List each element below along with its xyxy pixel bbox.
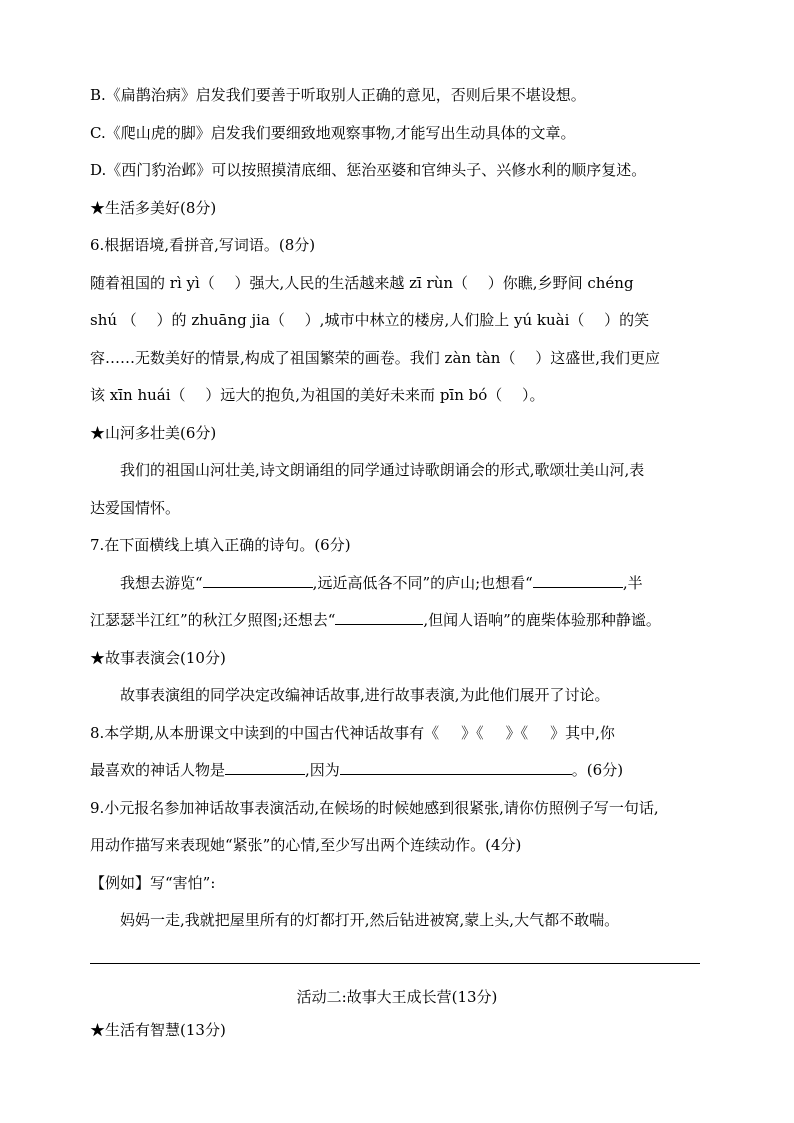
question-6-title: 6.根据语境,看拼音,写词语。(8分) xyxy=(90,236,316,254)
question-6-line-3: 容……无数美好的情景,构成了祖国繁荣的画卷。我们 zàn tàn（ ）这盛世,我们更应 xyxy=(90,348,660,367)
question-6-line-4: 该 xīn huái（ ）远大的抱负,为祖国的美好未来而 pīn bó（ ）。 xyxy=(90,386,545,404)
question-8-line-1: 8.本学期,从本册课文中读到的中国古代神话故事有《 》《 》《 》其中,你 xyxy=(90,723,615,742)
intro-7-line-2: 达爱国情怀。 xyxy=(90,498,181,517)
question-8-line-2: 最喜欢的神话人物是 ,因为 。(6分) xyxy=(90,761,624,779)
favorite-character-blank[interactable] xyxy=(225,759,305,775)
poem-blank-3[interactable] xyxy=(335,609,423,625)
reason-blank[interactable] xyxy=(340,759,572,775)
activity-2-title: 活动二:故事大王成长营(13分) xyxy=(296,988,498,1006)
section-heading-story: ★故事表演会(10分) xyxy=(90,648,226,667)
option-b: B.《扁鹊治病》启发我们要善于听取别人正确的意见，否则后果不堪设想。 xyxy=(90,86,586,104)
question-7-line-2: 江瑟瑟半江红”的秋江夕照图;还想去“ ,但闻人语响”的鹿柴体验那种静谧。 xyxy=(90,611,661,629)
section-heading-life: ★生活多美好(8分) xyxy=(90,198,217,217)
option-d: D.《西门豹治邺》可以按照摸清底细、惩治巫婆和官绅头子、兴修水利的顺序复述。 xyxy=(90,161,647,179)
question-7-line-1: 我想去游览“ ,远近高低各不同”的庐山;也想看“ ,半 xyxy=(120,573,643,592)
question-6-line-1: 随着祖国的 rì yì（ ）强大,人民的生活越来越 zī rùn（ ）你瞧,乡野间 chéng xyxy=(90,273,634,292)
worksheet-body xyxy=(90,82,702,945)
example-label: 【例如】写“害怕”: xyxy=(90,873,216,892)
option-c: C.《爬山虎的脚》启发我们要细致地观察事物,才能写出生动具体的文章。 xyxy=(90,123,576,142)
section-heading-mountain: ★山河多壮美(6分) xyxy=(90,423,217,442)
question-9-line-1: 9.小元报名参加神话故事表演活动,在候场的时候她感到很紧张,请你仿照例子写一句话, xyxy=(90,798,659,817)
question-9-line-2: 用动作描写来表现她“紧张”的心情,至少写出两个连续动作。(4分) xyxy=(90,836,522,854)
example-text: 妈妈一走,我就把屋里所有的灯都打开,然后钻进被窝,蒙上头,大气都不敢喘。 xyxy=(120,911,620,929)
question-6-line-2: shú （ ）的 zhuāng jia（ ）,城市中林立的楼房,人们脸上 yú kuài（ ）的笑 xyxy=(90,311,650,329)
intro-7-line-1: 我们的祖国山河壮美,诗文朗诵组的同学通过诗歌朗诵会的形式,歌颂壮美山河,表 xyxy=(120,461,645,479)
section-divider xyxy=(90,963,700,964)
section-heading-wisdom: ★生活有智慧(13分) xyxy=(90,1021,226,1039)
question-7-title: 7.在下面横线上填入正确的诗句。(6分) xyxy=(90,536,351,554)
poem-blank-2[interactable] xyxy=(533,572,623,588)
poem-blank-1[interactable] xyxy=(203,572,313,588)
intro-8: 故事表演组的同学决定改编神话故事,进行故事表演,为此他们展开了讨论。 xyxy=(120,686,610,704)
